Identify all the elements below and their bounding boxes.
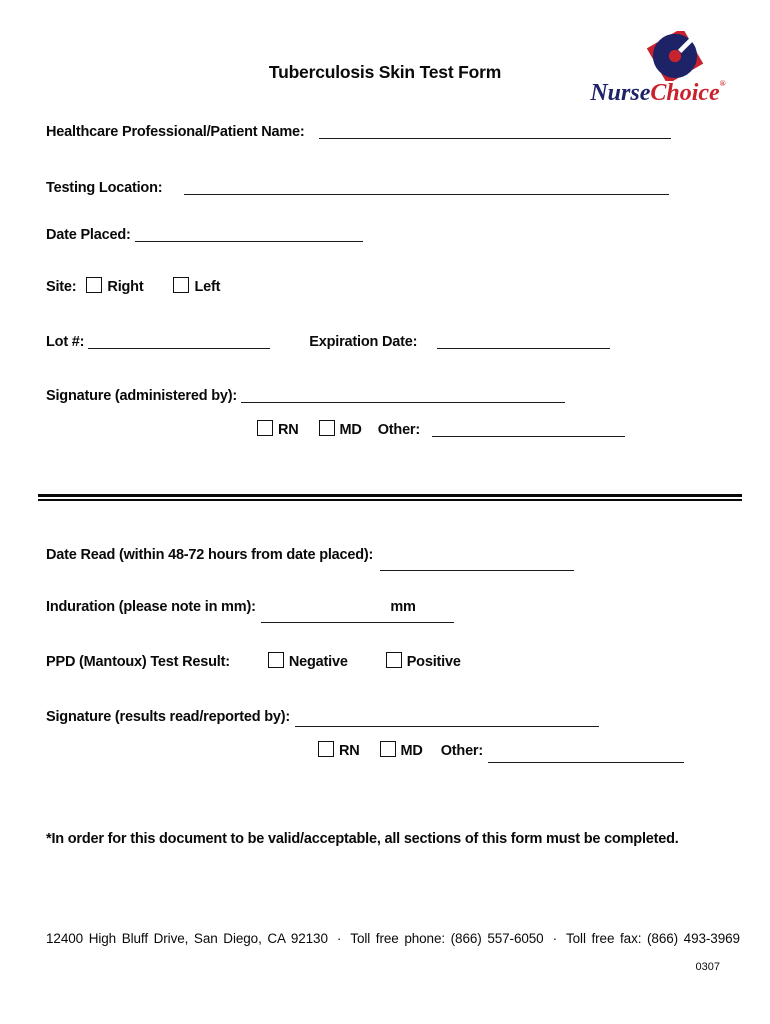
md-label-2: MD <box>400 743 423 759</box>
positive-label: Positive <box>406 654 461 670</box>
date-placed-row <box>46 224 363 243</box>
induration-label: Induration (please note in mm): <box>46 599 256 615</box>
ppd-result-row <box>46 652 461 670</box>
other-input-line-2[interactable] <box>488 748 684 763</box>
footer-phone: Toll free phone: (866) 557-6050 <box>350 931 544 946</box>
name-label: Healthcare Professional/Patient Name: <box>46 124 305 140</box>
logo-wordmark <box>590 80 725 106</box>
md-label-1: MD <box>339 422 362 438</box>
site-left-checkbox[interactable] <box>173 277 189 293</box>
negative-checkbox[interactable] <box>268 652 284 668</box>
date-placed-label: Date Placed: <box>46 227 131 243</box>
other-label-2: Other: <box>440 743 484 759</box>
form-code: 0307 <box>695 961 720 973</box>
footer-fax: Toll free fax: (866) 493-3969 <box>565 931 740 946</box>
testing-location-label: Testing Location: <box>46 180 163 196</box>
name-row <box>46 121 671 140</box>
date-placed-input-line[interactable] <box>135 227 363 242</box>
testing-location-row <box>46 177 669 196</box>
induration-input-line[interactable] <box>261 599 454 623</box>
signature-administered-input-line[interactable] <box>241 388 565 403</box>
registered-trademark-mark: ® <box>719 79 726 88</box>
page-title: Tuberculosis Skin Test Form <box>268 62 502 82</box>
logo-swirl-icon <box>644 31 706 81</box>
lot-expiration-row <box>46 331 610 350</box>
rn-checkbox-1[interactable] <box>257 420 273 436</box>
induration-unit-label: mm <box>390 599 416 615</box>
signature-results-row <box>46 706 599 725</box>
md-checkbox-2[interactable] <box>380 741 396 757</box>
nursechoice-logo <box>590 31 726 107</box>
site-left-label: Left <box>194 279 221 295</box>
signature-results-label: Signature (results read/reported by): <box>46 709 290 725</box>
rn-label-2: RN <box>339 743 360 759</box>
footer-contact-line <box>46 931 740 946</box>
signature-administered-row <box>46 385 565 404</box>
rn-label-1: RN <box>278 422 299 438</box>
logo-text-choice: Choice <box>650 80 720 106</box>
positive-checkbox[interactable] <box>386 652 402 668</box>
testing-location-input-line[interactable] <box>184 180 669 195</box>
site-right-label: Right <box>107 279 144 295</box>
logo-text-nurse: Nurse <box>590 80 651 106</box>
signature-results-input-line[interactable] <box>295 712 599 727</box>
md-checkbox-1[interactable] <box>319 420 335 436</box>
ppd-result-label: PPD (Mantoux) Test Result: <box>46 654 230 670</box>
signature-administered-label: Signature (administered by): <box>46 388 237 404</box>
section-divider <box>38 494 742 501</box>
negative-label: Negative <box>288 654 348 670</box>
credentials-row-1 <box>257 419 625 438</box>
induration-row <box>46 599 454 623</box>
other-label-1: Other: <box>377 422 421 438</box>
date-read-input-line[interactable] <box>380 556 574 571</box>
date-read-label: Date Read (within 48-72 hours from date placed): <box>46 547 374 563</box>
credentials-row-2 <box>318 740 684 759</box>
rn-checkbox-2[interactable] <box>318 741 334 757</box>
site-right-checkbox[interactable] <box>86 277 102 293</box>
lot-number-label: Lot #: <box>46 334 85 350</box>
completion-note: *In order for this document to be valid/acceptable, all sections of this form must be completed. <box>46 831 679 847</box>
name-input-line[interactable] <box>319 124 671 139</box>
expiration-date-input-line[interactable] <box>437 334 610 349</box>
footer-separator-2: · <box>552 931 557 946</box>
other-input-line-1[interactable] <box>432 422 625 437</box>
footer-address: 12400 High Bluff Drive, San Diego, CA 92130 <box>46 931 328 946</box>
date-read-row <box>46 544 574 563</box>
lot-number-input-line[interactable] <box>88 334 270 349</box>
site-label: Site: <box>46 279 77 295</box>
footer-separator-1: · <box>336 931 342 946</box>
site-row <box>46 277 220 295</box>
expiration-date-label: Expiration Date: <box>309 334 418 350</box>
